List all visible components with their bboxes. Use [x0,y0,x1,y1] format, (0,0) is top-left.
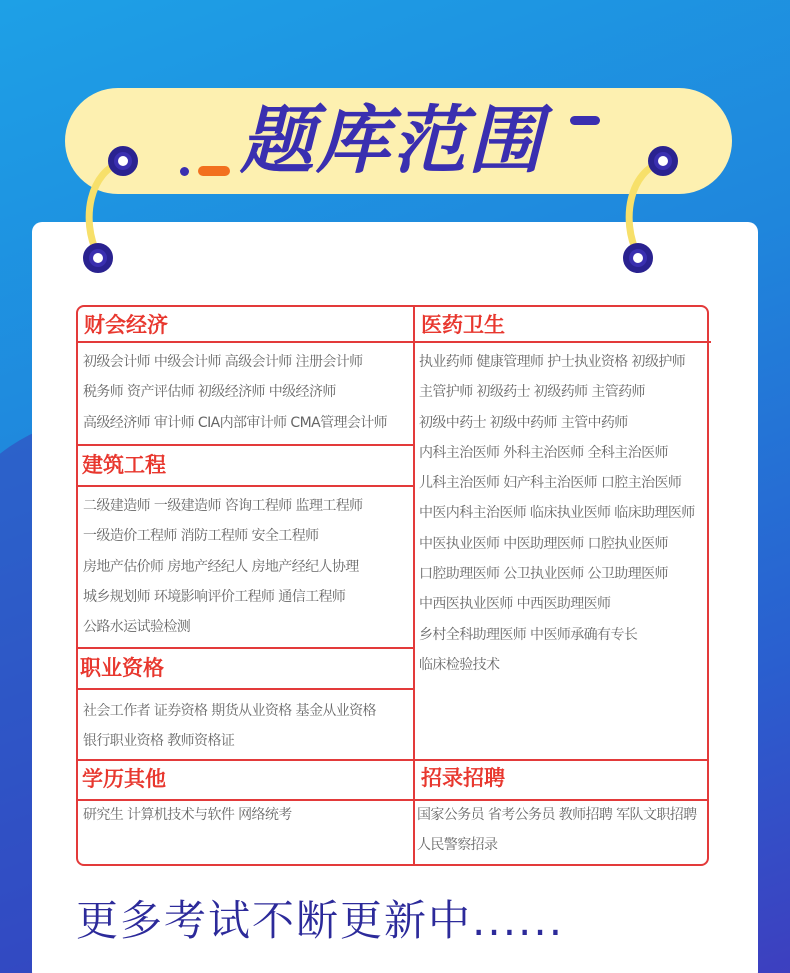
grid-divider [78,341,413,343]
list-item: 社会工作者 证券资格 期货从业资格 基金从业资格 [83,703,376,719]
list-item: 中医内科主治医师 临床执业医师 临床助理医师 [419,505,695,522]
section-items-construction [83,491,363,642]
grid-divider [78,485,413,487]
section-items-medical [419,347,695,680]
section-title-career: 职业资格 [80,656,164,680]
section-items-career [83,696,376,757]
page-title: 题库范围 [240,98,544,184]
section-title-construction: 建筑工程 [82,453,166,477]
section-title-finance: 财会经济 [84,313,168,337]
decor-dot [180,167,189,176]
list-item: 中医执业医师 中医助理医师 口腔执业医师 [419,535,668,552]
list-item: 研究生 计算机技术与软件 网络统考 [83,807,292,823]
section-items-education [83,800,292,830]
ring-icon [648,146,678,176]
grid-divider [78,759,707,761]
list-item: 二级建造师 一级建造师 咨询工程师 监理工程师 [83,498,363,514]
list-item: 中西医执业医师 中西医助理医师 [419,596,611,613]
exam-scope-grid [76,305,709,866]
decor-dash-orange [198,166,230,176]
more-exams-text: 更多考试不断更新中...... [76,896,565,945]
ring-icon [623,243,653,273]
list-item: 初级中药士 初级中药师 主管中药师 [419,414,628,431]
list-item: 临床检验技术 [419,656,500,673]
list-item: 主管护师 初级药士 初级药师 主管药师 [419,384,645,401]
list-item: 税务师 资产评估师 初级经济师 中级经济师 [83,384,336,401]
grid-divider [78,444,413,446]
grid-divider [413,341,711,343]
grid-divider-vertical [413,307,415,864]
list-item: 乡村全科助理医师 中医师承确有专长 [419,626,638,643]
list-item: 公路水运试验检测 [83,619,191,636]
section-title-recruit: 招录招聘 [421,766,505,790]
list-item: 内科主治医师 外科主治医师 全科主治医师 [419,444,668,461]
list-item: 执业药师 健康管理师 护士执业资格 初级护师 [419,354,686,370]
section-items-finance [83,347,387,438]
list-item: 人民警察招录 [417,837,498,854]
list-item: 儿科主治医师 妇产科主治医师 口腔主治医师 [419,475,682,492]
section-title-medical: 医药卫生 [421,313,505,337]
grid-divider [78,688,413,690]
list-item: 城乡规划师 环境影响评价工程师 通信工程师 [83,588,346,605]
list-item: 初级会计师 中级会计师 高级会计师 注册会计师 [83,354,363,370]
list-item: 口腔助理医师 公卫执业医师 公卫助理医师 [419,566,668,583]
list-item: 银行职业资格 教师资格证 [83,733,235,750]
list-item: 一级造价工程师 消防工程师 安全工程师 [83,528,319,545]
list-item: 房地产估价师 房地产经纪人 房地产经纪人协理 [83,558,359,575]
list-item: 国家公务员 省考公务员 教师招聘 军队文职招聘 [417,807,697,823]
list-item: 高级经济师 审计师 CIA内部审计师 CMA管理会计师 [83,414,388,431]
decor-dash-purple [570,116,600,125]
grid-divider [78,647,413,649]
section-items-recruit [417,800,697,861]
ring-icon [83,243,113,273]
ring-icon [108,146,138,176]
section-title-education: 学历其他 [82,767,166,791]
